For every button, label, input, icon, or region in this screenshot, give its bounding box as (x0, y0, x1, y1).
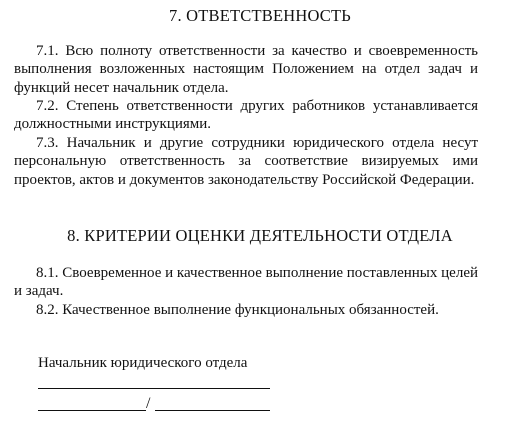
paragraph-8-1-text: 8.1. Своевременное и качественное выполнение поставленных целей и задач. (14, 265, 478, 300)
section-7-heading: 7. ОТВЕТСТВЕННОСТЬ (169, 6, 351, 25)
signature-line-right (155, 410, 270, 411)
paragraph-7-2-text: 7.2. Степень ответственности других работников устанавливается должностными инструкциями. (14, 98, 478, 133)
paragraph-7-3 (14, 134, 478, 189)
paragraph-7-1 (14, 42, 478, 97)
paragraph-7-3-text: 7.3. Начальник и другие сотрудники юридического отдела несут персональную ответственность за соответствие визируемых ими проектов, актов и документов законодательству Российской Федерации. (14, 135, 478, 188)
signature-line-left (38, 410, 146, 411)
signature-line (38, 388, 270, 389)
paragraph-8-2 (14, 301, 478, 319)
paragraph-7-2 (14, 97, 478, 134)
signature-separator: / (146, 395, 151, 412)
section-8-heading: 8. КРИТЕРИИ ОЦЕНКИ ДЕЯТЕЛЬНОСТИ ОТДЕЛА (67, 226, 453, 245)
paragraph-7-1-text: 7.1. Всю полноту ответственности за качество и своевременность выполнения возложенных настоящим Положением на отдел задач и функций несет начальник отдела. (14, 43, 478, 96)
paragraph-8-1 (14, 264, 478, 301)
paragraph-8-2-text: 8.2. Качественное выполнение функциональных обязанностей. (36, 302, 439, 318)
signature-label: Начальник юридического отдела (38, 355, 248, 371)
